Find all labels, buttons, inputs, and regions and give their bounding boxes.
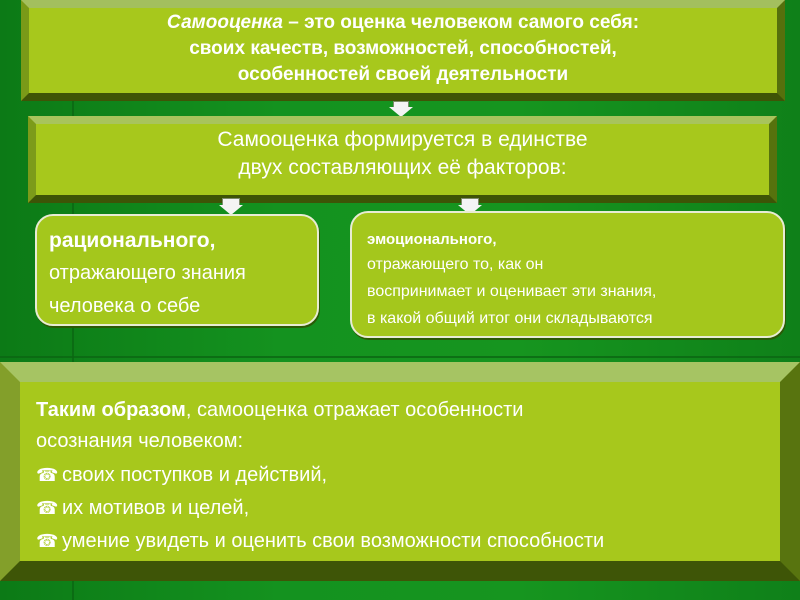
background-horizontal-line xyxy=(0,356,800,358)
emotional-title: эмоционального xyxy=(367,231,493,248)
summary-item-text: их мотивов и целей, xyxy=(62,497,250,519)
summary-item-text: своих поступков и действий, xyxy=(62,464,328,486)
emotional-line-1: отражающего то, как он xyxy=(367,256,544,273)
definition-line-3: особенностей своей деятельности xyxy=(237,64,569,85)
emotional-line-3: в какой общий итог они складываются xyxy=(367,310,653,327)
rational-factor-box xyxy=(35,214,319,326)
rational-line-2: человека о себе xyxy=(49,295,201,317)
formation-line-2: двух составляющих её факторов: xyxy=(238,156,567,179)
formation-text xyxy=(36,126,769,182)
phone-icon: ☎ xyxy=(36,531,59,551)
summary-list-item xyxy=(36,464,327,487)
definition-box xyxy=(21,0,785,101)
rational-line-1: отражающего знания xyxy=(49,262,246,284)
summary-lead: Таким образом xyxy=(36,399,186,421)
summary-heading xyxy=(36,399,523,422)
definition-lead: Самооценка xyxy=(166,12,283,33)
formation-line-1: Самооценка формируется в единстве xyxy=(217,128,588,151)
phone-icon: ☎ xyxy=(36,498,59,518)
emotional-comma: , xyxy=(492,231,497,248)
summary-box xyxy=(0,362,800,581)
emotional-title-row xyxy=(367,231,497,248)
summary-rest: , самооценка отражает особенности xyxy=(185,399,524,421)
emotional-factor-box xyxy=(350,211,785,338)
formation-box xyxy=(28,116,777,203)
rational-title: рационального, xyxy=(49,229,216,252)
definition-text xyxy=(29,10,777,88)
summary-item-text: умение увидеть и оценить свои возможности способности xyxy=(62,530,605,552)
definition-line-2: своих качеств, возможностей, способностей, xyxy=(189,38,617,59)
phone-icon: ☎ xyxy=(36,465,59,485)
summary-list-item xyxy=(36,497,249,520)
emotional-line-2: воспринимает и оценивает эти знания, xyxy=(367,283,657,300)
summary-line-2: осознания человеком: xyxy=(36,430,244,452)
summary-list-item xyxy=(36,530,604,553)
definition-rest: – это оценка человеком самого себя: xyxy=(282,12,640,33)
